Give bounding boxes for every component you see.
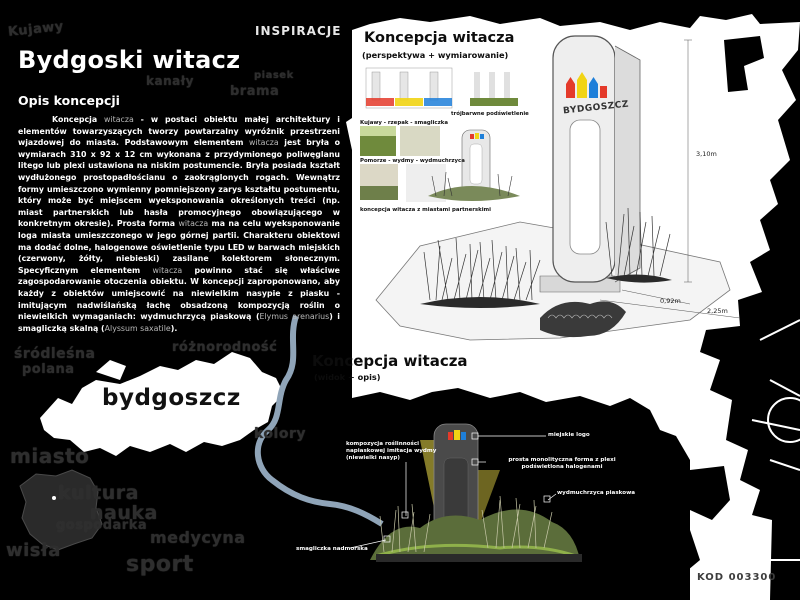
- map-word-nauka: nauka: [90, 502, 158, 524]
- view-panel-subtitle: (widok + opis): [314, 372, 381, 382]
- label-pomorze: Pomorze - wydmy - wydmuchrzyca: [360, 158, 465, 164]
- map-word-kultura: kultura: [58, 482, 139, 504]
- map-word-piasek: piasek: [254, 70, 294, 81]
- desc-part: ).: [170, 323, 178, 333]
- desc-highlight: Elymus arenarius: [259, 312, 330, 322]
- desc-part: ma na celu wyeksponowanie loga miasta umieszczonego w jego górnej partii. Charakteru obiektowi ma dodać dolne, halogenowe oświetlenie typu LED w barwach miejskich (czerwony, żółty, niebieski) zasilane kolektorem słonecznym. Specyficznym elementem: [18, 219, 340, 275]
- board-code: KOD 003300: [697, 572, 777, 583]
- annotation-lyme-grass: wydmuchrzyca piaskowa: [557, 490, 636, 496]
- desc-part: powinno stać się właściwe zagospodarowanie otoczenia obiektu. W koncepcji zaproponowano, aby każdy z obiektów umiejscowić na niewielkim nasypie z piasku - imitującym nadwiślańską łachę obsadzoną kompozycją roślin o niewielkich wymaganiach: wydmuchrzycą piaskową (: [18, 265, 341, 322]
- desc-highlight: Alyssum saxatile: [104, 323, 171, 333]
- map-word-miasto: miasto: [10, 444, 90, 468]
- city-name-label: bydgoszcz: [102, 385, 241, 411]
- map-word-inspiracje: INSPIRACJE: [255, 24, 342, 38]
- map-word-kanaly: kanały: [146, 74, 194, 88]
- map-word-srodlesna: śródleśna: [14, 346, 96, 362]
- map-word-wisla: wisła: [6, 540, 61, 561]
- dimension-depth: 0,92m: [660, 297, 681, 305]
- annotation-city-logo: miejskie logo: [548, 432, 590, 438]
- description-heading: Opis koncepcji: [18, 93, 120, 108]
- map-word-medycyna: medycyna: [150, 528, 246, 547]
- label-tricolor-lighting: trójbarwne podświetlenie: [451, 111, 529, 117]
- label-kujawy: Kujawy - rzepak - smagliczka: [360, 120, 448, 126]
- perspective-panel-title: Koncepcja witacza: [364, 30, 515, 46]
- desc-highlight: witacza: [248, 138, 279, 148]
- desc-part: ) i smagliczką skalną (: [18, 312, 340, 333]
- dimension-width: 2,25m: [707, 307, 728, 315]
- map-word-brama: brama: [230, 84, 280, 99]
- map-word-sport: sport: [126, 552, 194, 577]
- desc-highlight: witacza: [178, 219, 209, 229]
- desc-highlight: witacza: [104, 115, 134, 124]
- map-word-kujawy: Kujawy: [7, 19, 65, 40]
- desc-part: Koncepcja: [52, 115, 105, 124]
- label-partner-cities: koncepcja witacza z miastami partnerskimi: [360, 207, 492, 213]
- perspective-panel-subtitle: (perspektywa + wymiarowanie): [362, 50, 509, 60]
- view-panel-title: Koncepcja witacza: [312, 352, 468, 370]
- map-word-roznorodnosc: różnorodność: [172, 340, 278, 355]
- annotation-alyssum: smagliczka nadmorska: [296, 546, 368, 552]
- desc-part: jest bryła o wymiarach 310 x 92 x 12 cm wykonana z przydymionego poliwęglanu litego lub plexi ustawiona na niskim postumencie. Bryła posiada kształt wydłużonego prostopadłościanu o zaokrąglonych rogach. Wewnątrz formy umieszczono wymienny pomniejszony zarys kształtu postumentu, który może być miejscem wyeksponowania określonych treści (np. miast partnerskich lub hasła promocyjnego obowiązującego w konkretnym okresie). Prosta forma: [18, 138, 340, 229]
- desc-highlight: witacza: [152, 265, 183, 275]
- dimension-height: 3,10m: [696, 150, 717, 158]
- sign-city-text: BYDGOSZCZ: [562, 99, 630, 117]
- annotation-monolith-form: prosta monolityczna forma z plexi podświetlona halogenami: [508, 457, 616, 470]
- map-word-gospodarka: gospodarka: [56, 518, 148, 533]
- map-word-kolory: kolory: [254, 426, 306, 442]
- annotation-dune-composition: kompozycja roślinności napiaskowej imitacja wydmy (niewielki nasyp): [346, 441, 437, 461]
- board-title: Bydgoski witacz: [18, 46, 241, 74]
- desc-part: - w postaci obiektu małej architektury i elementów towarzyszących tworzy powtarzalny wyróżnik przestrzeni wjazdowej do miasta. Podstawowym elementem: [18, 115, 340, 148]
- map-word-polana: polana: [22, 362, 75, 377]
